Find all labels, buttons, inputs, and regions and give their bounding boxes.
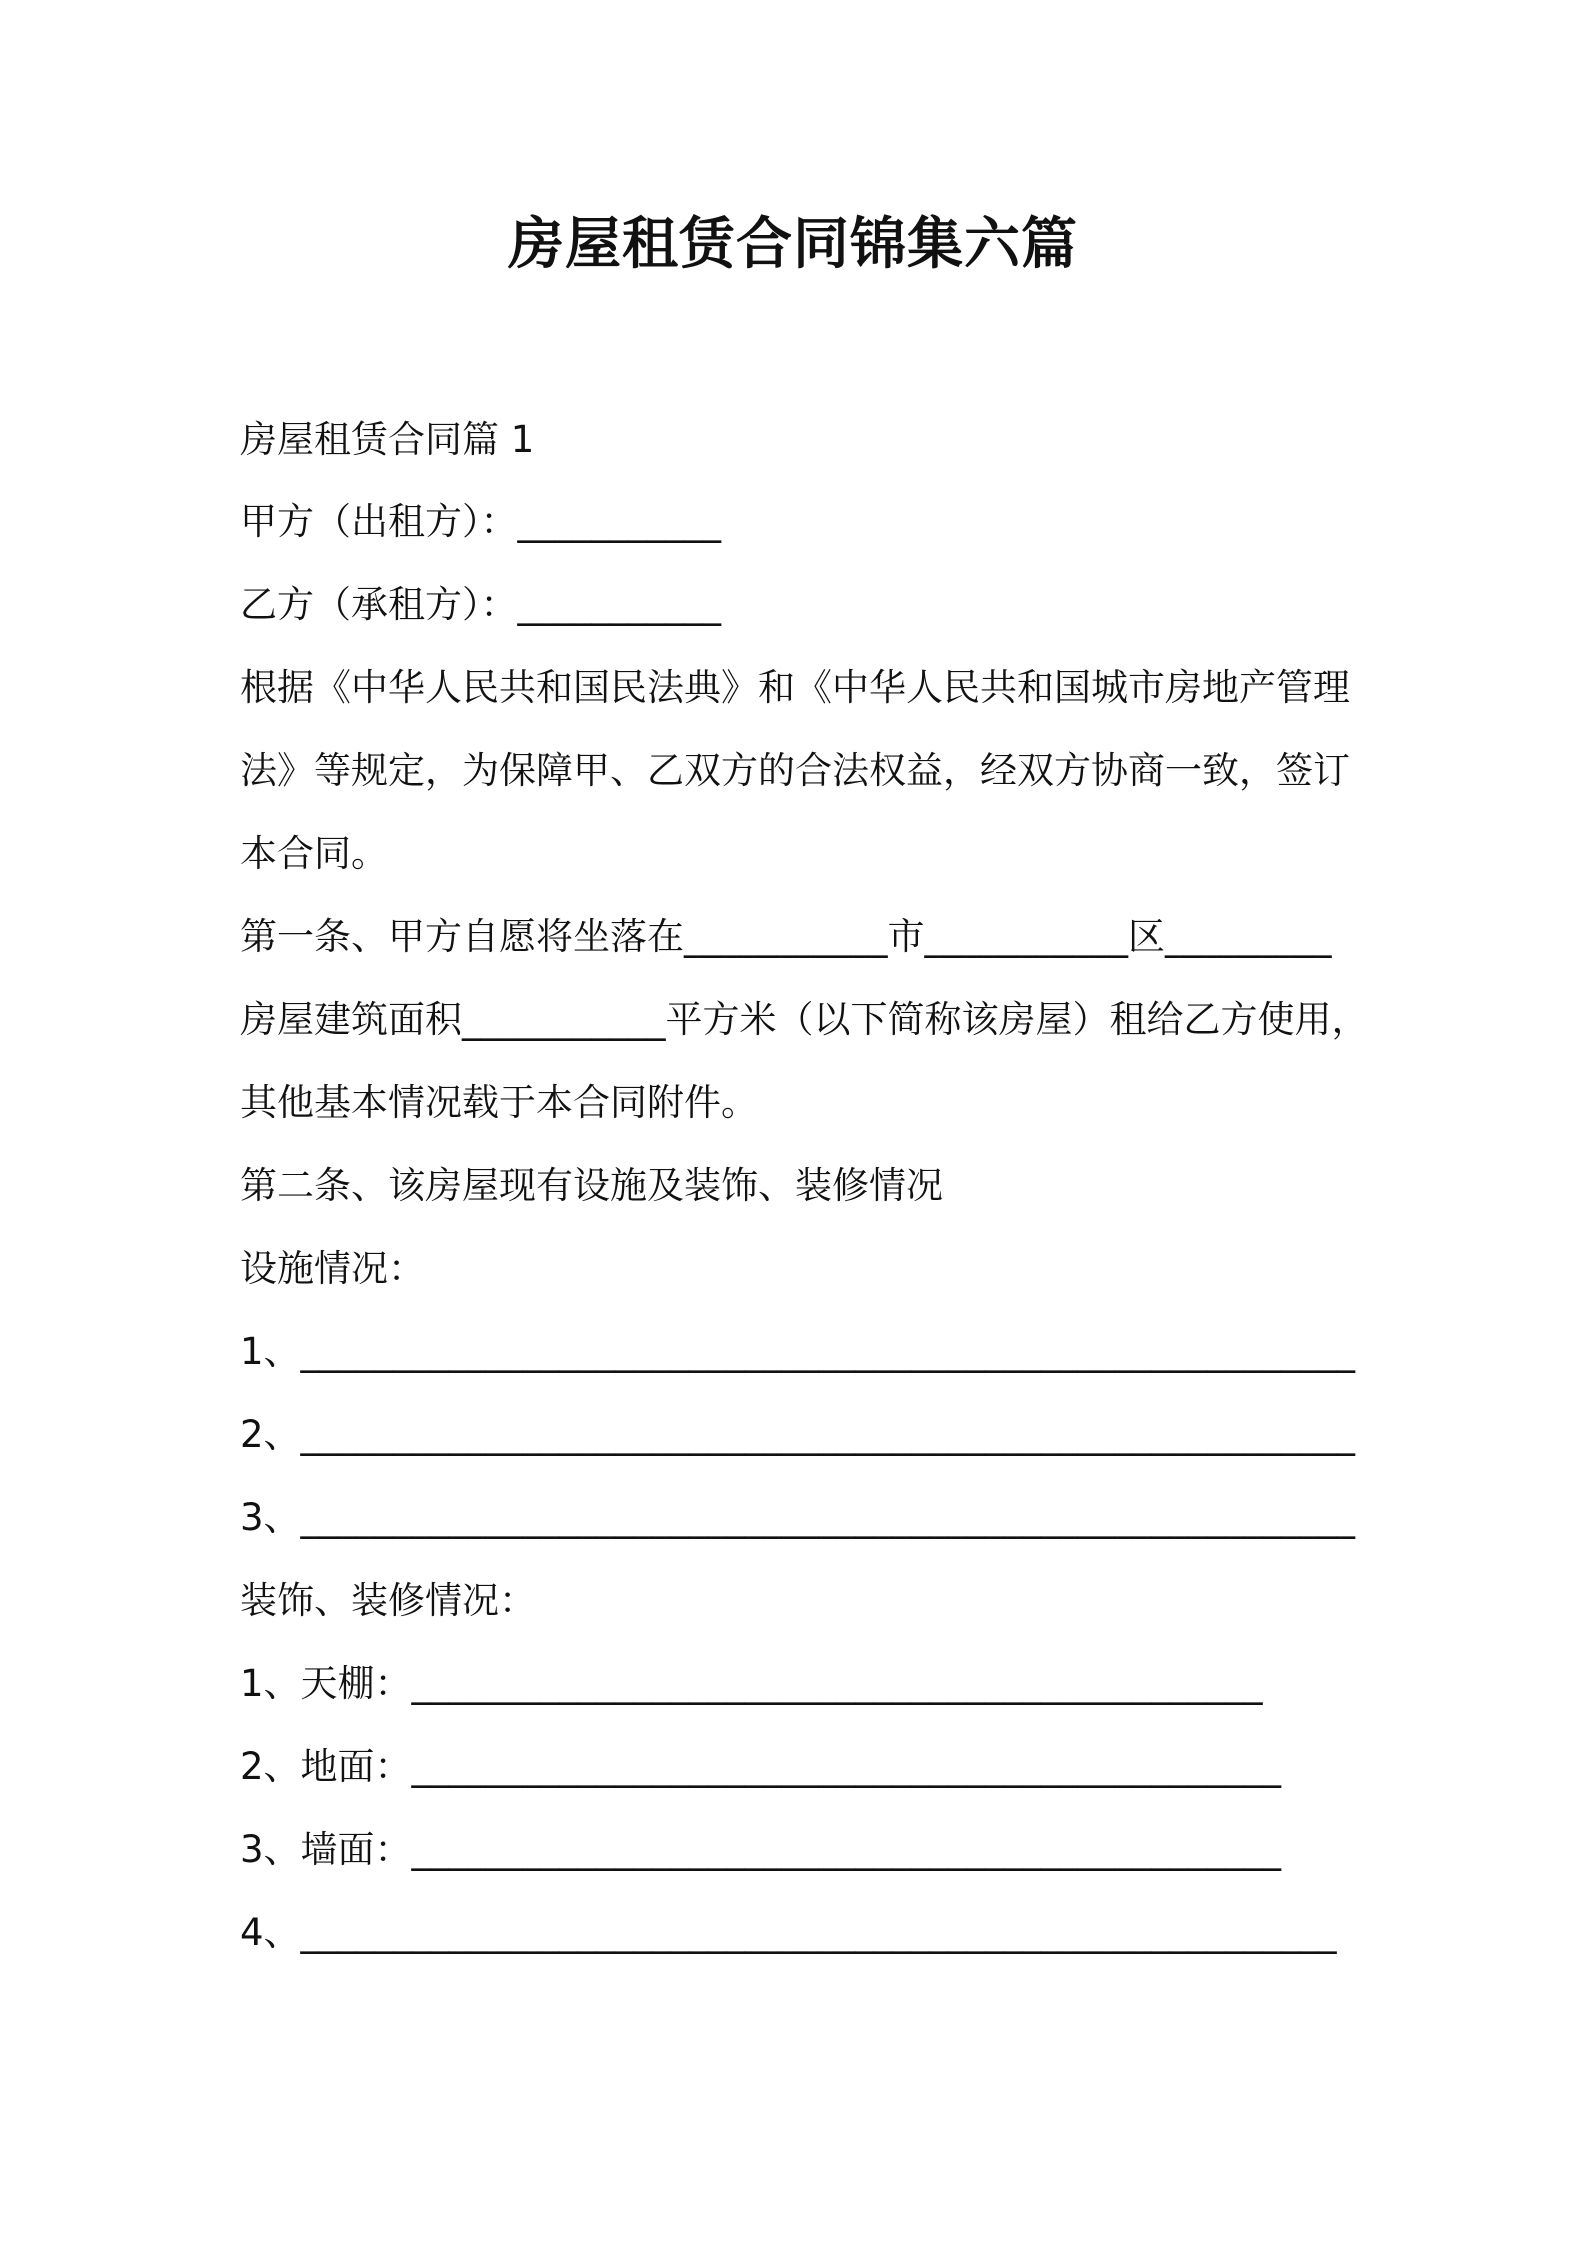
document-title: 房屋租赁合同锦集六篇 bbox=[508, 212, 1078, 277]
decoration-heading: 装饰、装修情况： bbox=[240, 1579, 536, 1622]
facility-item-1: 1、_________________________________________________________ bbox=[240, 1330, 1356, 1373]
article-1-line-1: 第一条、甲方自愿将坐落在___________市___________区_________ bbox=[240, 915, 1332, 958]
article-1-line-3: 其他基本情况载于本合同附件。 bbox=[240, 1081, 758, 1124]
decoration-item-ceiling: 1、天棚：______________________________________________ bbox=[240, 1662, 1263, 1705]
preamble-line-2: 法》等规定，为保障甲、乙双方的合法权益，经双方协商一致，签订 bbox=[240, 749, 1350, 792]
decoration-item-wall: 3、墙面：_______________________________________________ bbox=[240, 1828, 1282, 1871]
section-heading: 房屋租赁合同篇 1 bbox=[240, 418, 535, 461]
article-2-heading: 第二条、该房屋现有设施及装饰、装修情况 bbox=[240, 1164, 943, 1207]
facility-item-3: 3、_________________________________________________________ bbox=[240, 1496, 1356, 1539]
facility-item-2: 2、_________________________________________________________ bbox=[240, 1413, 1356, 1456]
party-a-line: 甲方（出租方）：___________ bbox=[240, 500, 721, 543]
facilities-heading: 设施情况： bbox=[240, 1247, 425, 1290]
party-b-line: 乙方（承租方）：___________ bbox=[240, 583, 721, 626]
decoration-item-4: 4、________________________________________________________ bbox=[240, 1911, 1337, 1954]
preamble-line-3: 本合同。 bbox=[240, 832, 388, 875]
decoration-item-floor: 2、地面：_______________________________________________ bbox=[240, 1745, 1282, 1788]
preamble-line-1: 根据《中华人民共和国民法典》和《中华人民共和国城市房地产管理 bbox=[240, 666, 1350, 709]
article-1-line-2: 房屋建筑面积___________平方米（以下简称该房屋）租给乙方使用， bbox=[240, 998, 1369, 1041]
